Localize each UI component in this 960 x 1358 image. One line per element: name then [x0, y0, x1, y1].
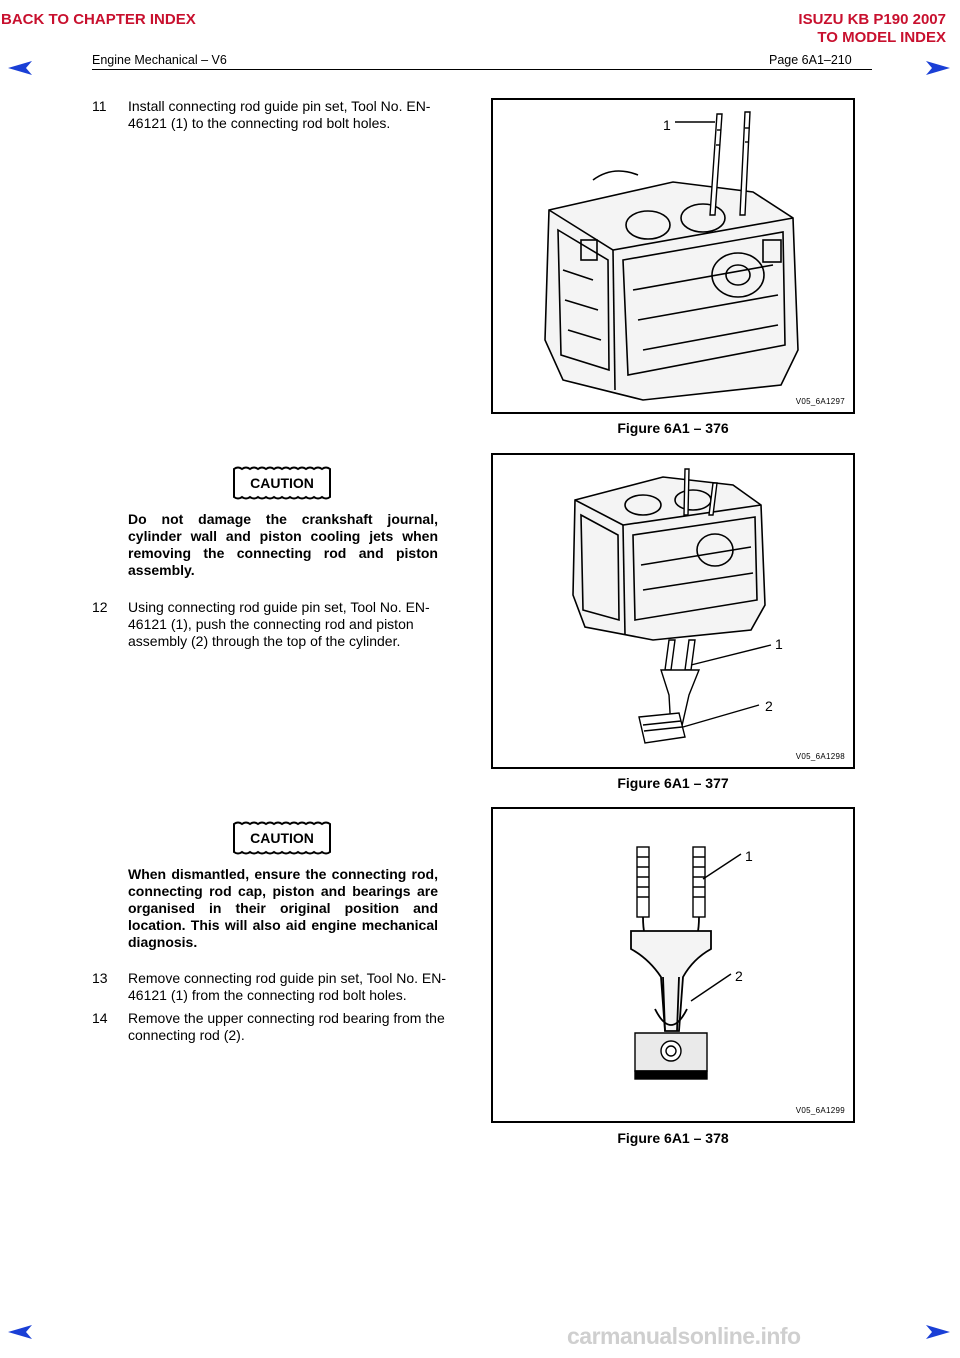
figure-377-image: [491, 453, 855, 769]
figure-code: V05_6A1299: [795, 1106, 845, 1115]
step-text: Using connecting rod guide pin set, Tool No. EN-46121 (1), push the connecting rod and piston assembly (2) through the top of the cylinder.: [128, 599, 430, 649]
step-text: Remove connecting rod guide pin set, Tool No. EN-46121 (1) from the connecting rod bolt holes.: [128, 970, 447, 1003]
figure-378-caption: Figure 6A1 – 378: [617, 1130, 729, 1146]
figure-code: V05_6A1297: [795, 397, 845, 406]
piston-removal-illustration: [493, 455, 853, 767]
caution-badge-icon: [230, 820, 334, 856]
caution-badge-icon: [230, 465, 334, 501]
svg-text:CAUTION: CAUTION: [250, 475, 314, 491]
watermark: carmanualsonline.info: [567, 1323, 801, 1349]
step-text: Install connecting rod guide pin set, Tool No. EN-46121 (1) to the connecting rod bolt holes.: [128, 98, 431, 131]
section-header: Engine Mechanical – V6: [92, 53, 227, 67]
step-number: 14: [92, 1010, 108, 1026]
back-to-chapter-index-link[interactable]: BACK TO CHAPTER INDEX: [1, 11, 196, 28]
svg-text:CAUTION: CAUTION: [250, 830, 314, 846]
step-number: 12: [92, 599, 108, 615]
callout-2: 2: [735, 968, 743, 984]
step-number: 13: [92, 970, 108, 986]
figure-377-caption: Figure 6A1 – 377: [617, 775, 729, 791]
figure-code: V05_6A1298: [795, 752, 845, 761]
figure-376-image: [491, 98, 855, 414]
next-page-arrow-icon[interactable]: [924, 60, 952, 76]
step-number: 11: [92, 98, 107, 114]
callout-1: 1: [745, 848, 753, 864]
previous-page-arrow-icon[interactable]: [6, 60, 34, 76]
callout-2: 2: [765, 698, 773, 714]
next-page-arrow-bottom-icon[interactable]: [924, 1324, 952, 1340]
engine-block-guide-pins-illustration: [493, 100, 853, 412]
caution-1-text: Do not damage the crankshaft journal, cylinder wall and piston cooling jets when removing the connecting rod and piston assembly.: [128, 511, 438, 578]
page-number: Page 6A1–210: [769, 53, 852, 67]
previous-page-arrow-bottom-icon[interactable]: [6, 1324, 34, 1340]
connecting-rod-illustration: [493, 809, 853, 1121]
to-model-index-link[interactable]: TO MODEL INDEX: [817, 29, 946, 46]
model-title-link[interactable]: ISUZU KB P190 2007: [798, 11, 946, 28]
figure-376-caption: Figure 6A1 – 376: [617, 420, 729, 436]
step-text: Remove the upper connecting rod bearing from the connecting rod (2).: [128, 1010, 445, 1043]
callout-1: 1: [663, 117, 671, 133]
callout-1: 1: [775, 636, 783, 652]
caution-2-text: When dismantled, ensure the connecting rod, connecting rod cap, piston and bearings are organised in their original position and location. This will also aid engine mechanical diagnosis.: [128, 866, 438, 950]
figure-378-image: [491, 807, 855, 1123]
header-divider: [92, 69, 872, 70]
